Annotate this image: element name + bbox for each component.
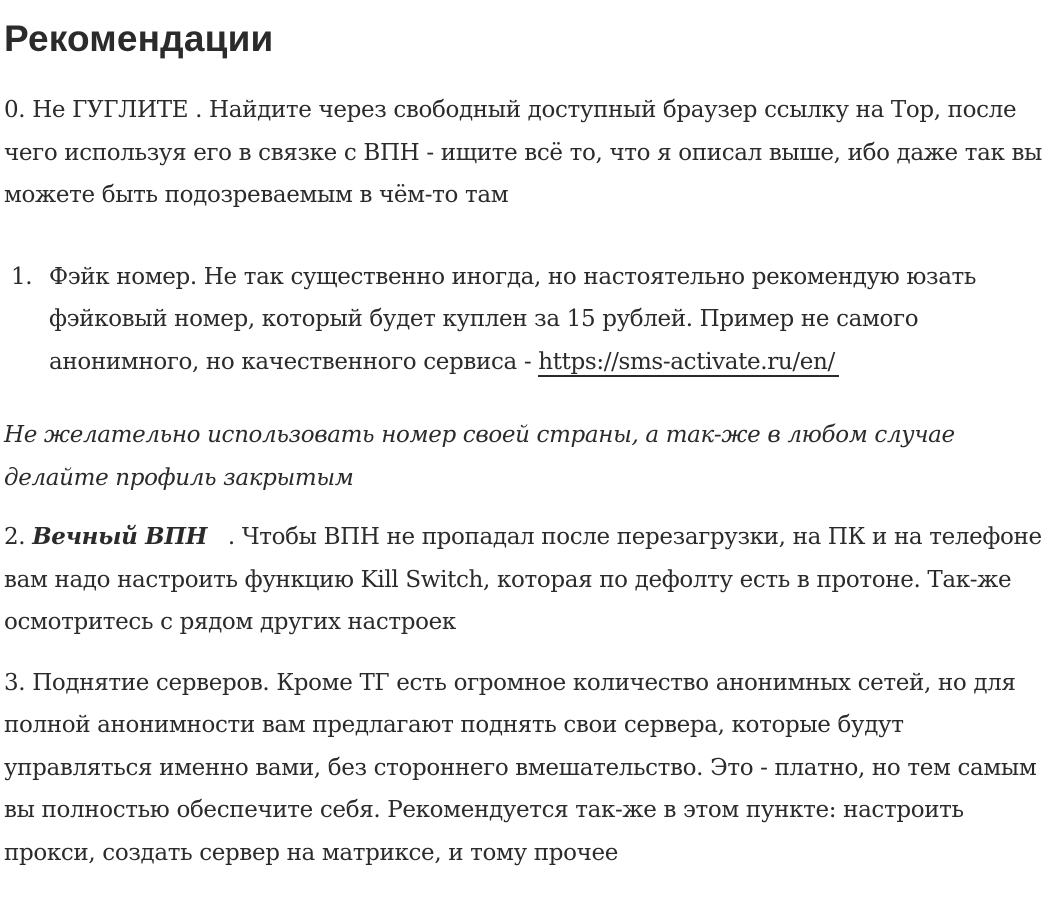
item-number: 2. — [4, 524, 26, 550]
list-item-number: 1. — [11, 263, 33, 290]
paragraph-tip-2 — [4, 516, 1050, 644]
paragraph-tip-3: 3. Поднятие серверов. Кроме ТГ есть огромное количество анонимных сетей, но для полной анонимности вам предлагают поднять свои сервера, которые будут управляться именно вами, без стороннего вмешательство. Это - платно, но тем самым вы полностью обеспечите себя. Рекомендуется так-же в этом пункте: настроить прокси, создать сервер на матриксе, и тому прочее — [4, 669, 1037, 866]
list-item-text: Фэйк номер. Не так существенно иногда, но настоятельно рекомендую юзать фэйковый номер, который будет куплен за 15 рублей. Пример не самого анонимного, но качественного сервиса - — [49, 263, 977, 375]
paragraph-text: . Чтобы ВПН не пропадал после перезагрузки, на ПК и на телефоне вам надо настроить функцию Kill Switch, которая по дефолту есть в протоне. Так-же осмотритесь с рядом других настроек — [4, 524, 1049, 635]
italic-note: Не желательно использовать номер своей страны, а так-же в любом случае делайте профиль закрытым — [4, 422, 955, 491]
page-title: Рекомендации — [4, 18, 274, 59]
sms-activate-link[interactable]: https://sms-activate.ru/en/ — [538, 349, 839, 377]
article — [4, 0, 1050, 874]
bold-heading-vpn: Вечный ВПН — [32, 523, 208, 550]
list-item-fake-number — [11, 256, 1050, 384]
paragraph-tip-0: 0. Не ГУГЛИТЕ . Найдите через свободный доступный браузер ссылку на Тор, после чего используя его в связке с ВПН - ищите всё то, что я описал выше, ибо даже так вы можете быть подозреваемым в чём-то там — [4, 97, 1043, 208]
numbered-list — [4, 256, 1050, 384]
